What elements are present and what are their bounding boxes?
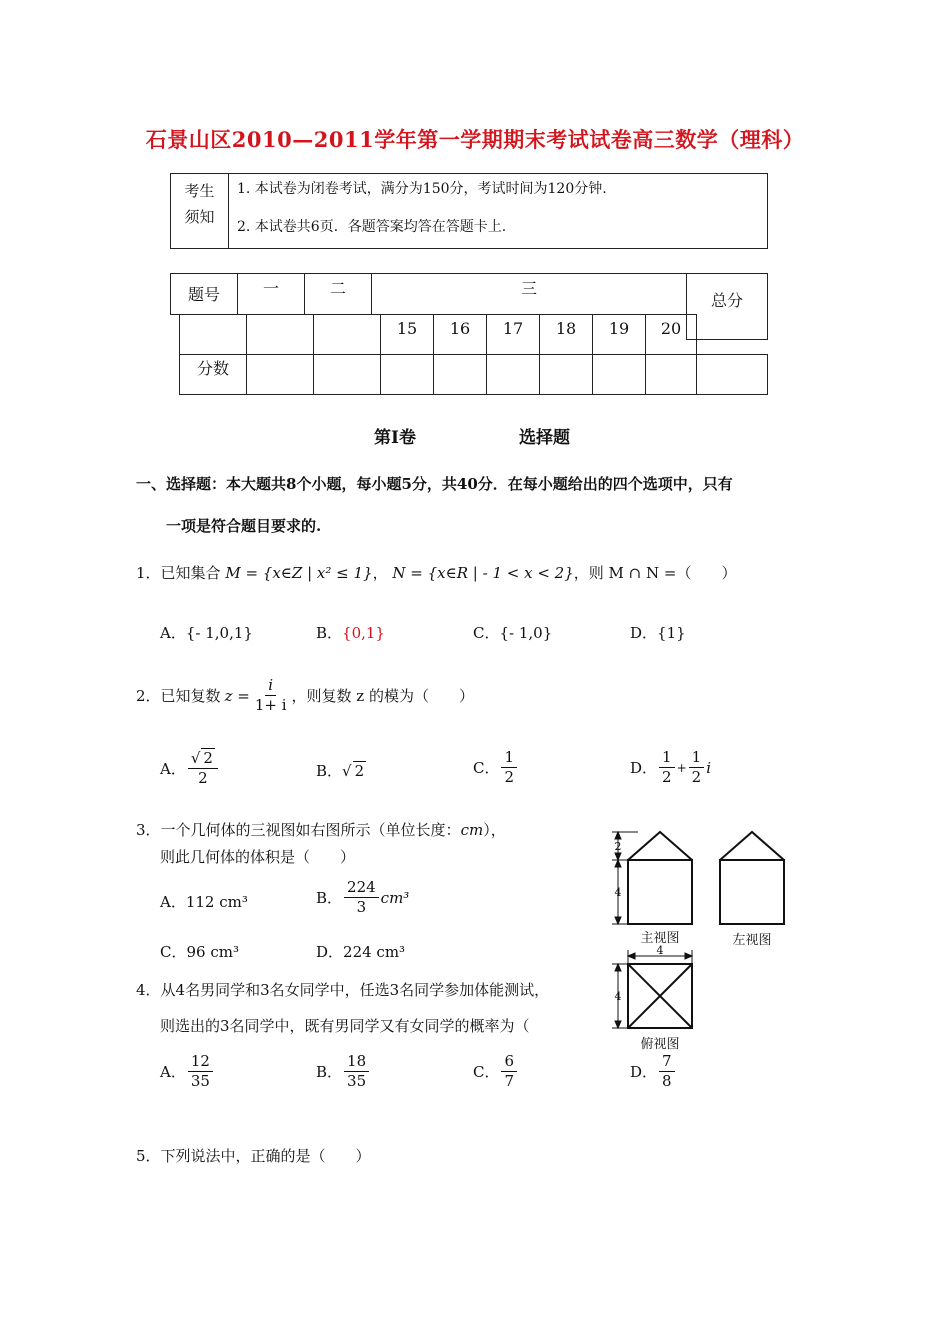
q2-option-c: C． $\frac{1}{2}$ — [473, 748, 519, 787]
score-cell — [645, 354, 697, 395]
notice-item-1: 1. 本试卷为闭卷考试，满分为150分，考试时间为120分钟. — [237, 181, 607, 197]
score-cell — [313, 354, 381, 395]
score-cell — [539, 354, 593, 395]
question-4-line-2: 则选出的3名同学中，既有男同学又有女同学的概率为（ — [160, 1017, 530, 1035]
dim-4-horizontal-label: 4 — [656, 944, 664, 957]
q1-option-a: A．{- 1,0,1} — [160, 624, 253, 642]
question-3-line-1: 3．一个几何体的三视图如右图所示（单位长度：cm）， — [136, 821, 506, 839]
score-cell — [380, 354, 434, 395]
q4-option-d: D． $\frac{7}{8}$ — [630, 1052, 677, 1091]
notice-item-2: 2. 本试卷共6页．各题答案均答在答题卡上. — [237, 219, 507, 235]
col-header-1: 一 — [237, 273, 305, 315]
question-1: 1．已知集合 M = {x∈Z | x² ≤ 1}， N = {x∈R | - 1 < x < 2}，则 M ∩ N =（ ） — [136, 564, 737, 582]
q3-option-b: B． $\frac{224}{3}$ cm³ — [316, 878, 410, 916]
sub-question-15: 15 — [380, 314, 434, 355]
set-m: M = {x∈Z | x² ≤ 1} — [225, 564, 373, 582]
dim-4-vertical-label: 4 — [614, 886, 622, 899]
q2-option-d: D． $\frac{1}{2}$ + $\frac{1}{2}$ i — [630, 748, 711, 786]
question-3-line-2: 则此几何体的体积是（ ） — [160, 848, 356, 866]
score-cell-total — [696, 354, 768, 395]
side-view-label: 左视图 — [732, 933, 772, 948]
q3-option-a: A．112 cm³ — [160, 893, 248, 911]
q1-option-d: D．{1} — [630, 624, 686, 642]
col-header-2: 二 — [304, 273, 372, 315]
q1-option-b: B．{0,1} — [316, 624, 385, 642]
q3-option-d: D．224 cm³ — [316, 943, 406, 961]
fraction: $\frac{i}{1+ i}$ — [254, 676, 287, 714]
row-header-question-no: 题号 — [170, 273, 238, 315]
dim-2-label: 2 — [614, 840, 622, 853]
q2-option-b: B．√ 2 — [316, 762, 365, 780]
blank-cell — [246, 314, 314, 355]
instructions-line-2: 一项是符合题目要求的. — [166, 517, 322, 535]
three-views-figure — [598, 822, 808, 1058]
front-view — [628, 832, 692, 924]
score-cell — [486, 354, 540, 395]
sub-question-18: 18 — [539, 314, 593, 355]
set-n: N = {x∈R | - 1 < x < 2} — [392, 564, 574, 582]
score-cell — [433, 354, 487, 395]
sub-question-19: 19 — [592, 314, 646, 355]
q3-option-c: C．96 cm³ — [160, 943, 239, 961]
col-header-3: 三 — [371, 273, 687, 315]
q2-option-a: A． $\frac{√ 2}{2}$ — [160, 748, 220, 788]
top-view-label: 俯视图 — [640, 1037, 680, 1052]
score-cell — [246, 354, 314, 395]
side-view — [720, 832, 784, 924]
exam-notice-box — [170, 173, 768, 249]
sub-question-17: 17 — [486, 314, 540, 355]
q1-option-c: C．{- 1,0} — [473, 624, 553, 642]
instructions-line-1: 一、选择题：本大题共8个小题，每小题5分，共40分．在每小题给出的四个选项中，只有 — [136, 475, 733, 493]
q4-option-a: A． $\frac{12}{35}$ — [160, 1052, 215, 1091]
dim-4-top-label: 4 — [614, 990, 622, 1003]
row-header-score: 分数 — [179, 354, 247, 395]
col-header-total: 总分 — [686, 273, 768, 340]
section-name: 选择题 — [519, 428, 570, 448]
blank-cell — [313, 314, 381, 355]
page-title: 石景山区2010—2011学年第一学期期末考试试卷高三数学（理科） — [145, 127, 805, 152]
q4-option-c: C． $\frac{6}{7}$ — [473, 1052, 519, 1091]
section-part: 第Ⅰ卷 — [374, 428, 416, 448]
question-2: 2． 已知复数 z = $\frac{i}{1+ i}$ ，则复数 z 的模为（ ） — [136, 676, 474, 714]
question-4-line-1: 4．从4名男同学和3名女同学中，任选3名同学参加体能测试， — [136, 981, 550, 999]
question-5: 5．下列说法中，正确的是（ ） — [136, 1147, 371, 1165]
notice-label: 考生 须知 — [171, 174, 229, 248]
sub-question-20: 20 — [645, 314, 697, 355]
score-cell — [592, 354, 646, 395]
front-view-label: 主视图 — [640, 931, 680, 946]
top-view — [628, 964, 692, 1028]
blank-cell — [179, 314, 247, 355]
sub-question-16: 16 — [433, 314, 487, 355]
q4-option-b: B． $\frac{18}{35}$ — [316, 1052, 371, 1091]
